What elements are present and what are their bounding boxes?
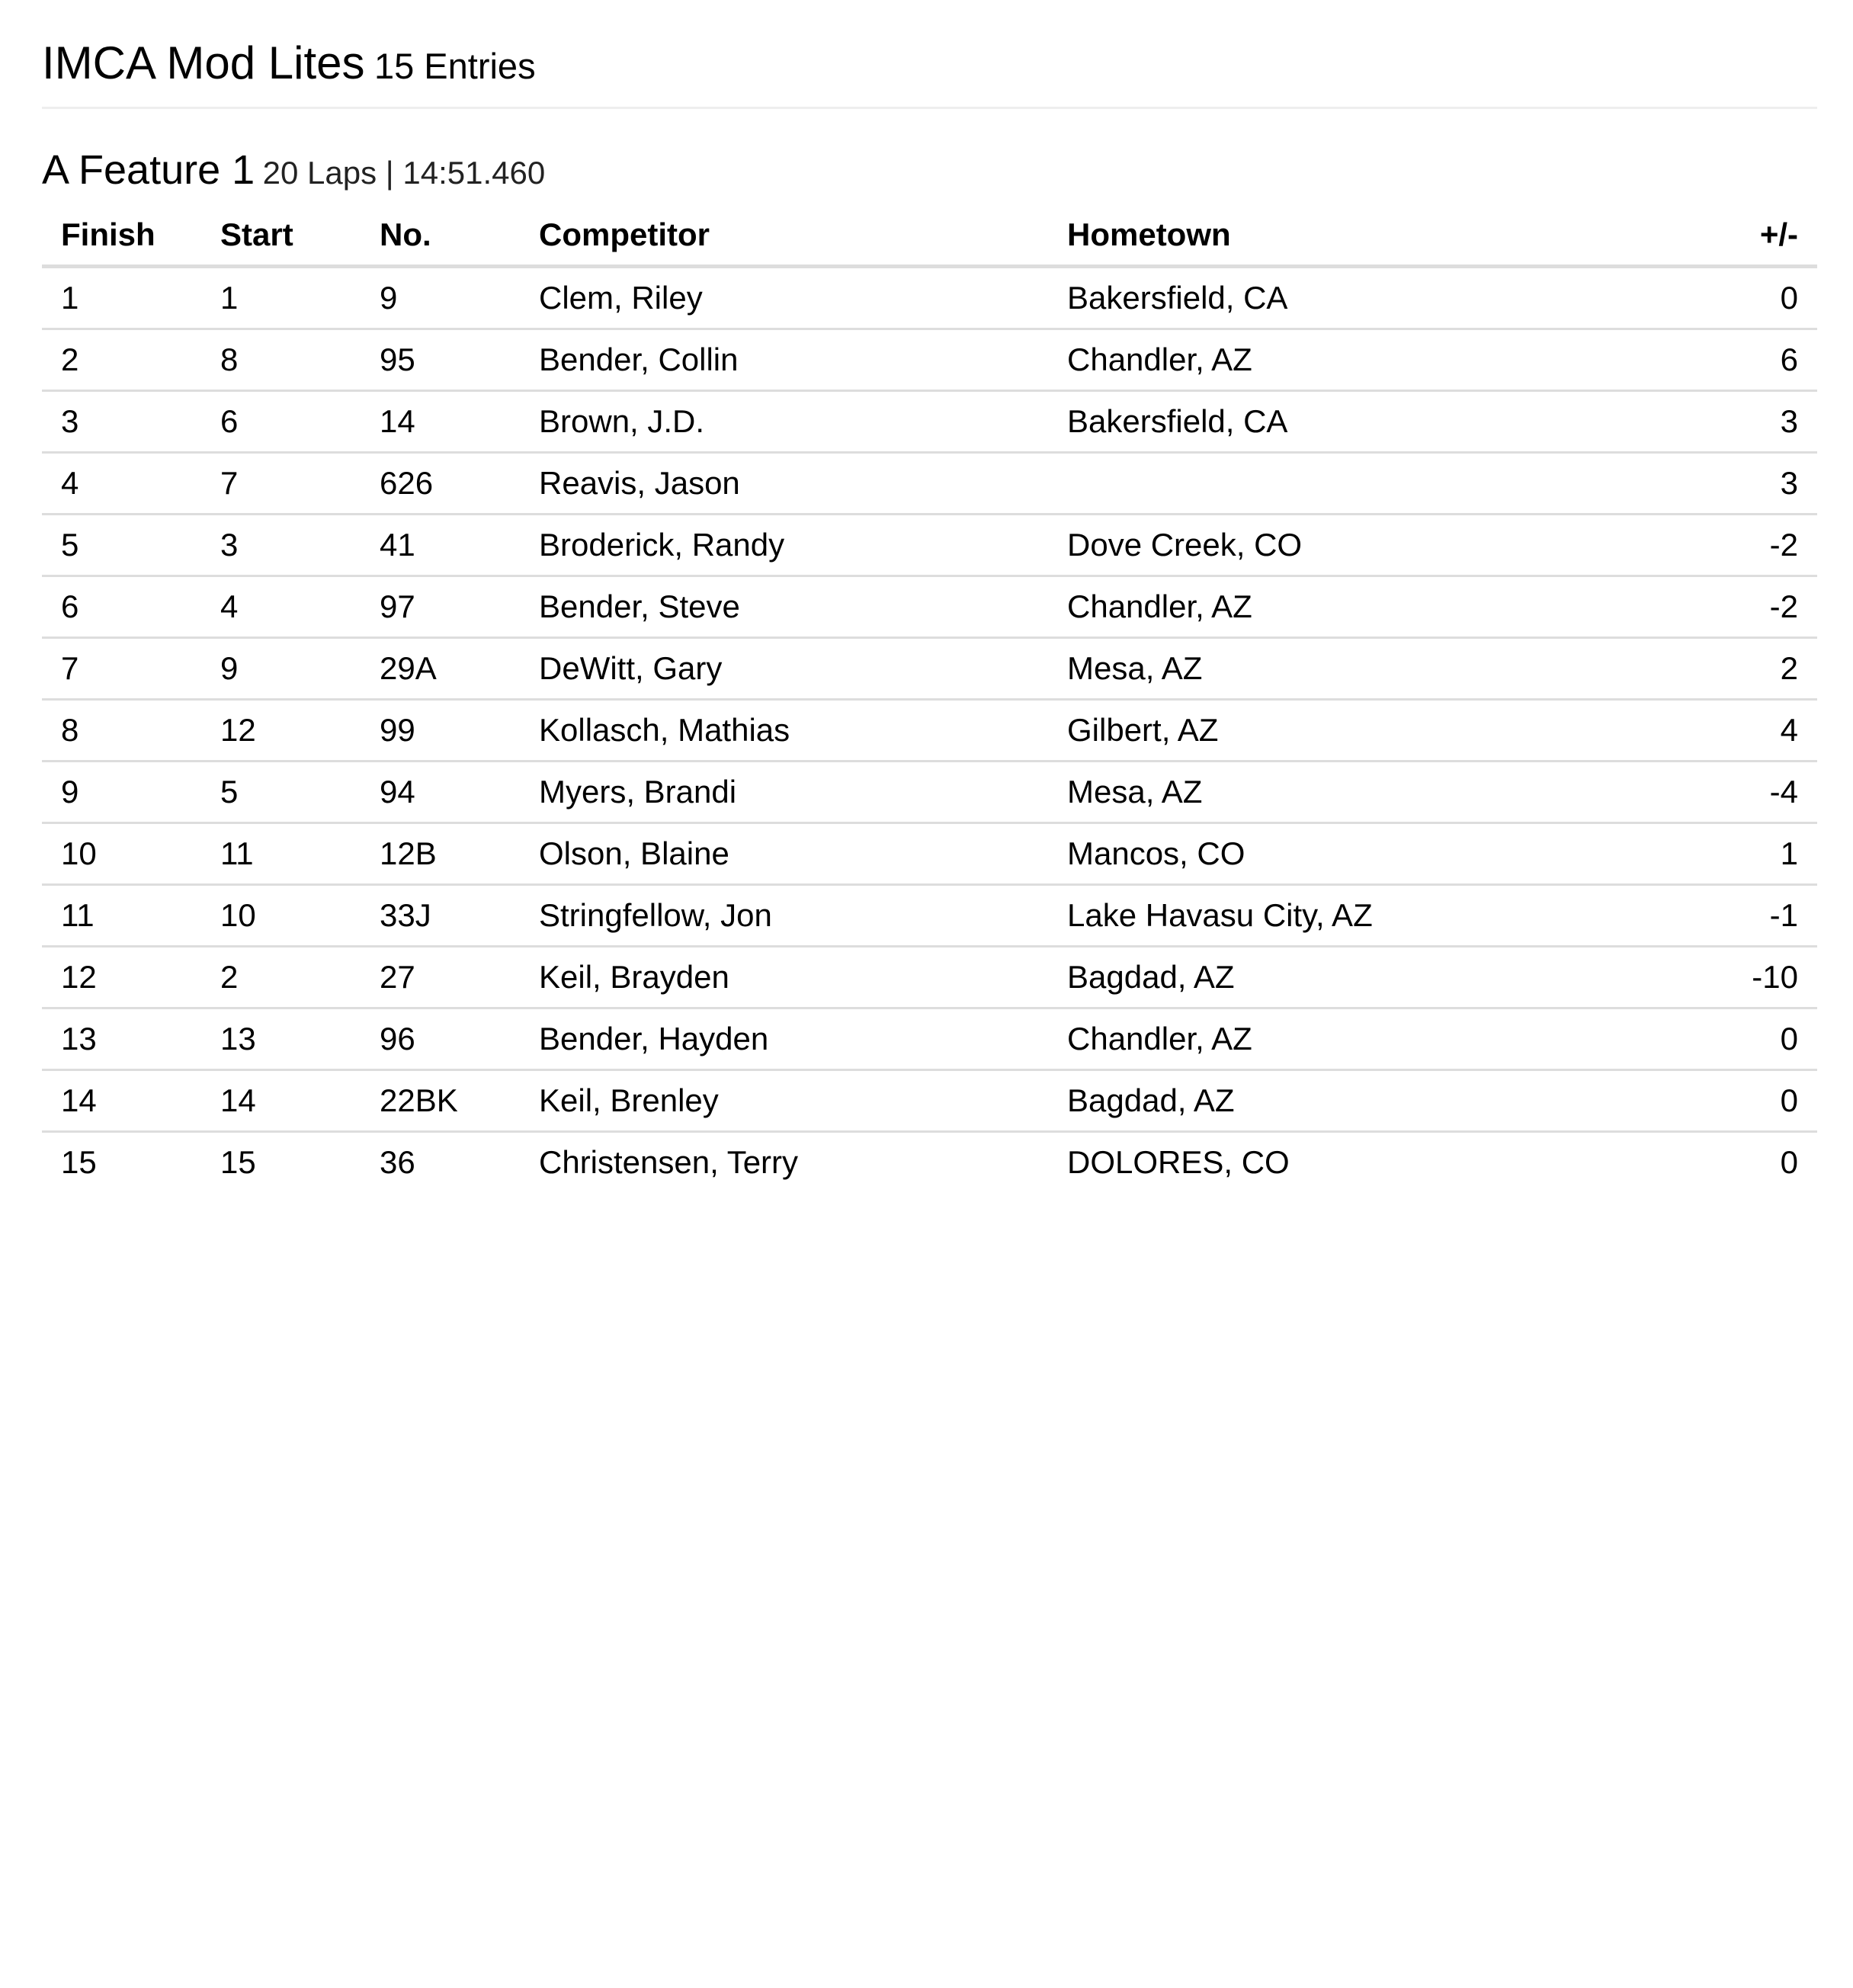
- cell-competitor: Keil, Brenley: [520, 1070, 1048, 1132]
- cell-competitor: Bender, Hayden: [520, 1008, 1048, 1070]
- cell-competitor: Brown, J.D.: [520, 391, 1048, 453]
- cell-start: 15: [220, 1144, 256, 1180]
- cell-competitor: Bender, Collin: [520, 329, 1048, 391]
- table-row: [42, 453, 1817, 515]
- race-header: [42, 143, 1817, 204]
- table-row: [42, 823, 1817, 885]
- cell-start: 11: [201, 823, 361, 885]
- cell-plus-minus: -1: [1556, 885, 1817, 947]
- cell-plus-minus: -2: [1556, 515, 1817, 576]
- table-row: [42, 885, 1817, 947]
- cell-hometown: Chandler, AZ: [1048, 1008, 1556, 1070]
- header-finish: Finish: [42, 204, 201, 267]
- cell-plus-minus: -4: [1556, 762, 1817, 823]
- cell-finish: 11: [42, 885, 201, 947]
- cell-hometown: Mesa, AZ: [1048, 638, 1556, 700]
- cell-car-number: 96: [361, 1008, 520, 1070]
- table-row: [42, 329, 1817, 391]
- cell-start: 5: [201, 762, 361, 823]
- cell-competitor: Broderick, Randy: [520, 515, 1048, 576]
- cell-plus-minus: 2: [1556, 638, 1817, 700]
- cell-finish: 4: [42, 453, 201, 515]
- header-hometown: Hometown: [1048, 204, 1556, 267]
- cell-finish: 6: [42, 576, 201, 638]
- cell-finish: 3: [42, 391, 201, 453]
- cell-car-number: 41: [361, 515, 520, 576]
- cell-competitor: Olson, Blaine: [520, 823, 1048, 885]
- cell-hometown: DOLORES, CO: [1067, 1144, 1290, 1180]
- table-row: [42, 762, 1817, 823]
- results-page: [42, 0, 1817, 1192]
- cell-hometown: Lake Havasu City, AZ: [1048, 885, 1556, 947]
- results-body: [42, 267, 1817, 1193]
- entries-count: 15 Entries: [373, 46, 536, 86]
- table-row: [42, 1070, 1817, 1132]
- cell-hometown: Chandler, AZ: [1048, 329, 1556, 391]
- cell-plus-minus: 0: [1556, 1070, 1817, 1132]
- cell-competitor: Stringfellow, Jon: [520, 885, 1048, 947]
- table-row: [42, 1008, 1817, 1070]
- table-row: [42, 576, 1817, 638]
- cell-plus-minus: -10: [1556, 947, 1817, 1008]
- cell-start: 1: [201, 267, 361, 329]
- cell-car-number: 14: [361, 391, 520, 453]
- cell-plus-minus: 0: [1556, 1008, 1817, 1070]
- cell-car-number: 9: [361, 267, 520, 329]
- cell-hometown: Mesa, AZ: [1048, 762, 1556, 823]
- cell-car-number: 94: [361, 762, 520, 823]
- cell-start: 8: [201, 329, 361, 391]
- cell-start: 12: [201, 700, 361, 762]
- cell-finish: 8: [42, 700, 201, 762]
- cell-start: 4: [201, 576, 361, 638]
- cell-car-number: 626: [361, 453, 520, 515]
- cell-start: 14: [201, 1070, 361, 1132]
- table-row: [42, 515, 1817, 576]
- cell-plus-minus: -2: [1556, 576, 1817, 638]
- results-table: [42, 204, 1817, 1192]
- cell-finish: 5: [42, 515, 201, 576]
- cell-finish: 2: [42, 329, 201, 391]
- cell-plus-minus: 3: [1556, 391, 1817, 453]
- class-title: IMCA Mod Lites: [42, 37, 365, 88]
- cell-plus-minus: 4: [1556, 700, 1817, 762]
- header-competitor: Competitor: [520, 204, 1048, 267]
- cell-start: 9: [201, 638, 361, 700]
- cell-car-number: 29A: [361, 638, 520, 700]
- table-row: [42, 1132, 1817, 1193]
- class-header: [42, 37, 1817, 109]
- cell-hometown: Chandler, AZ: [1048, 576, 1556, 638]
- cell-car-number: 33J: [361, 885, 520, 947]
- cell-finish: 14: [42, 1070, 201, 1132]
- cell-start: 13: [201, 1008, 361, 1070]
- cell-car-number: 12B: [361, 823, 520, 885]
- cell-finish: 13: [42, 1008, 201, 1070]
- cell-finish: 9: [42, 762, 201, 823]
- cell-hometown: Gilbert, AZ: [1048, 700, 1556, 762]
- table-row: [42, 700, 1817, 762]
- cell-competitor: Myers, Brandi: [520, 762, 1048, 823]
- cell-finish: 10: [42, 823, 201, 885]
- cell-competitor: Reavis, Jason: [520, 453, 1048, 515]
- cell-competitor: Kollasch, Mathias: [520, 700, 1048, 762]
- cell-start: 7: [201, 453, 361, 515]
- cell-plus-minus: 3: [1556, 453, 1817, 515]
- table-header-row: [42, 204, 1817, 267]
- cell-start: 2: [201, 947, 361, 1008]
- cell-competitor: Keil, Brayden: [520, 947, 1048, 1008]
- cell-finish: 12: [42, 947, 201, 1008]
- cell-competitor: Christensen, Terry: [539, 1144, 799, 1180]
- cell-finish: 1: [42, 267, 201, 329]
- table-row: [42, 391, 1817, 453]
- cell-competitor: DeWitt, Gary: [520, 638, 1048, 700]
- header-number: No.: [361, 204, 520, 267]
- cell-plus-minus: 6: [1556, 329, 1817, 391]
- cell-plus-minus: 1: [1556, 823, 1817, 885]
- header-plus-minus: +/-: [1556, 204, 1817, 267]
- header-start: Start: [201, 204, 361, 267]
- cell-start: 6: [201, 391, 361, 453]
- cell-car-number: 22BK: [361, 1070, 520, 1132]
- race-title: A Feature 1: [42, 147, 255, 193]
- cell-start: 3: [201, 515, 361, 576]
- cell-hometown: Mancos, CO: [1048, 823, 1556, 885]
- cell-hometown: Bakersfield, CA: [1048, 267, 1556, 329]
- cell-car-number: 95: [361, 329, 520, 391]
- table-row: [42, 267, 1817, 329]
- table-row: [42, 947, 1817, 1008]
- cell-competitor: Bender, Steve: [520, 576, 1048, 638]
- cell-car-number: 99: [361, 700, 520, 762]
- cell-finish: 15: [61, 1144, 97, 1180]
- cell-hometown: Bagdad, AZ: [1048, 1070, 1556, 1132]
- cell-car-number: 27: [361, 947, 520, 1008]
- cell-competitor: Clem, Riley: [520, 267, 1048, 329]
- cell-car-number: 36: [380, 1144, 415, 1180]
- cell-hometown: Dove Creek, CO: [1048, 515, 1556, 576]
- cell-plus-minus: 0: [1780, 1144, 1798, 1180]
- cell-hometown: [1048, 453, 1556, 515]
- cell-hometown: Bagdad, AZ: [1048, 947, 1556, 1008]
- race-meta: 20 Laps | 14:51.460: [262, 155, 546, 191]
- table-row: [42, 638, 1817, 700]
- cell-start: 10: [201, 885, 361, 947]
- cell-hometown: Bakersfield, CA: [1048, 391, 1556, 453]
- cell-finish: 7: [42, 638, 201, 700]
- cell-car-number: 97: [361, 576, 520, 638]
- cell-plus-minus: 0: [1556, 267, 1817, 329]
